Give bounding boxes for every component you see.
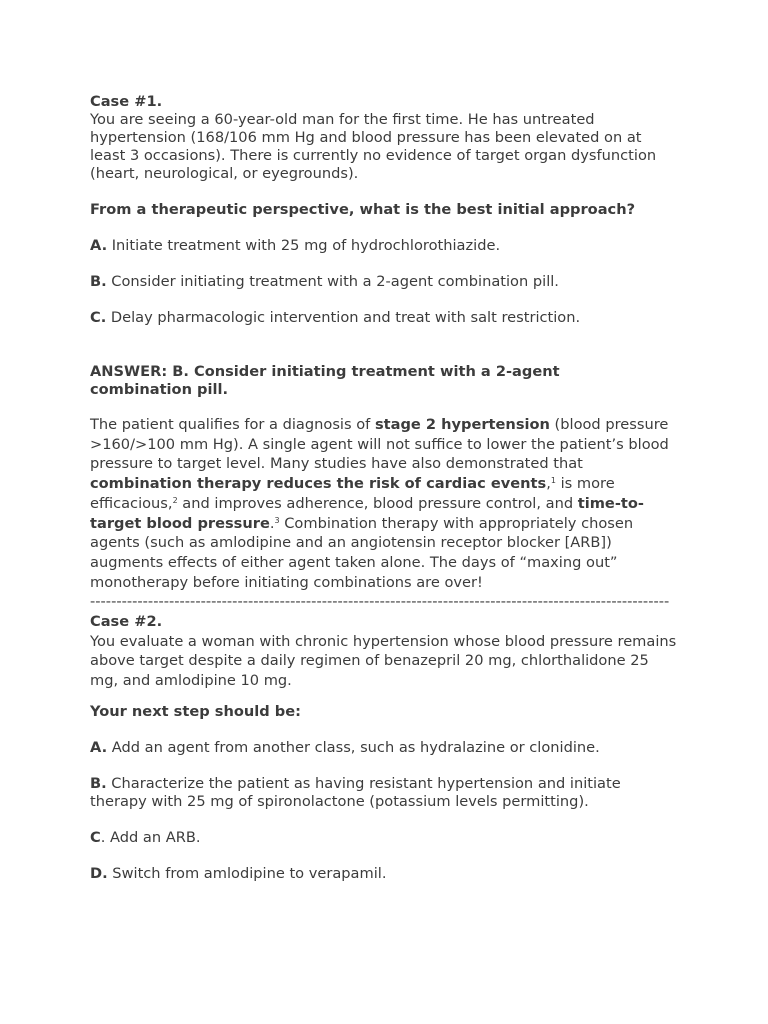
case2-title: Case #2. (90, 613, 163, 631)
case1-explanation (90, 415, 680, 592)
option-text: Characterize the patient as having resistant hypertension and initiate therapy with 25 mg of spironolactone (potassium levels permitting). (90, 774, 621, 810)
option-letter: D. (90, 864, 108, 882)
section-divider: -------------------------------------------------------------------------------------------------------------- (90, 593, 670, 611)
option-letter: A. (90, 237, 108, 254)
footnote-ref: 2 (172, 495, 178, 505)
footnote-ref: 3 (274, 515, 280, 525)
option-letter: C (90, 828, 101, 846)
explanation-text: , (546, 475, 551, 493)
explanation-text: and improves adherence, blood pressure control, and (177, 494, 578, 512)
explanation-text: is more efficacious, (90, 475, 615, 512)
case2-option-a (90, 739, 680, 757)
case1-option-b (90, 273, 680, 291)
option-text: Initiate treatment with 25 mg of hydrochlorothiazide. (107, 237, 501, 254)
document-page (90, 93, 680, 883)
explanation-bold: stage 2 hypertension (374, 416, 550, 433)
explanation-text: Combination therapy with appropriately chosen agents (such as amlodipine and an angiotensin receptor blocker [ARB]) augments effects of either agent taken alone. The days of “maxing out” monotherapy before initiating combinations are over! (90, 514, 634, 591)
option-letter: B. (90, 273, 107, 290)
option-letter: B. (90, 774, 107, 792)
option-text: Consider initiating treatment with a 2-agent combination pill. (106, 273, 559, 290)
explanation-text: (blood pressure >160/>100 mm Hg). A single agent will not suffice to lower the patient’s blood pressure to target level. Many studies have also demonstrated that (90, 416, 669, 473)
case2-intro: You evaluate a woman with chronic hypertension whose blood pressure remains above target despite a daily regimen of benazepril 20 mg, chlorthalidone 25 mg, and amlodipine 10 mg. (90, 632, 677, 690)
case1-answer: ANSWER: B. Consider initiating treatment with a 2-agent combination pill. (90, 363, 560, 398)
option-text: Switch from amlodipine to verapamil. (107, 864, 387, 882)
footnote-ref: 1 (550, 476, 556, 486)
case1-option-c (90, 309, 680, 327)
explanation-text: . (269, 514, 275, 532)
explanation-bold: combination therapy reduces the risk of cardiac events (90, 475, 547, 493)
case2-option-b (90, 775, 680, 811)
explanation-text: The patient qualifies for a diagnosis of (90, 416, 375, 433)
case2-question: Your next step should be: (90, 702, 301, 720)
option-letter: C. (90, 309, 107, 326)
case1-option-a (90, 237, 680, 255)
case1-title: Case #1. (90, 93, 163, 110)
case2-option-d (90, 865, 680, 883)
option-text: Delay pharmacologic intervention and treat with salt restriction. (106, 309, 581, 326)
explanation-bold: time-to-target blood pressure (90, 494, 644, 532)
case1-question: From a therapeutic perspective, what is the best initial approach? (90, 201, 636, 218)
option-letter: A. (90, 738, 108, 756)
case1-intro: You are seeing a 60-year-old man for the first time. He has untreated hypertension (168/106 mm Hg and blood pressure has been elevated on at least 3 occasions). There is currently no evidence of target organ dysfunction (heart, neurological, or eyegrounds). (90, 111, 657, 182)
option-text: . Add an ARB. (100, 828, 201, 846)
case2-option-c (90, 829, 680, 847)
option-text: Add an agent from another class, such as hydralazine or clonidine. (107, 738, 600, 756)
